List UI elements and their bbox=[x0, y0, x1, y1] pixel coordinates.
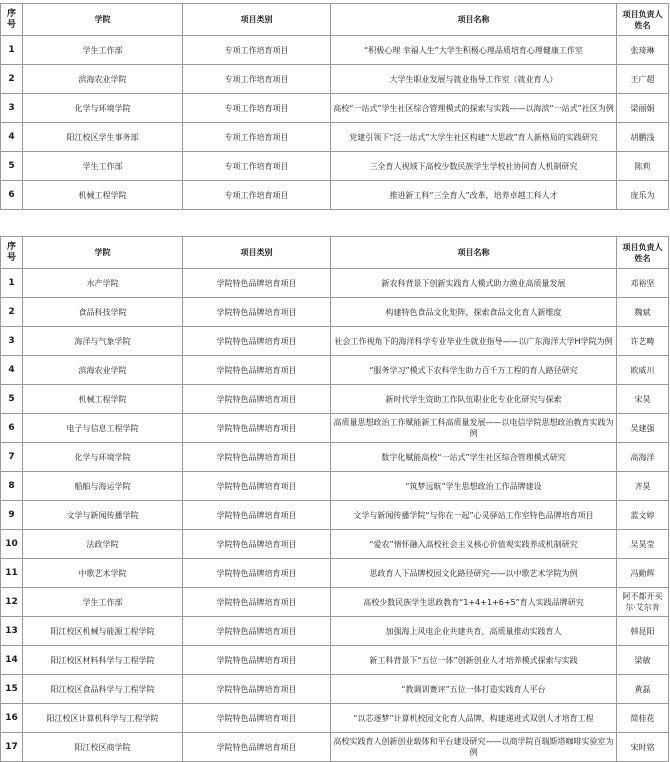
cell-college: 机械工程学院 bbox=[23, 181, 183, 210]
table-row bbox=[1, 646, 669, 675]
cell-project-name: “服务学习”模式下农科学生助力百千万工程的育人路径研究 bbox=[331, 356, 617, 385]
cell-project-name: “教调训赛评”五位一体打造实践育人平台 bbox=[331, 675, 617, 704]
cell-project-name: 数字化赋能高校“一站式”学生社区综合管理模式研究 bbox=[331, 443, 617, 472]
cell-project-name: 党建引领下“泛一站式”大学生社区构建“大思政”育人新格局的实践研究 bbox=[331, 123, 617, 152]
cell-leader: 欧威川 bbox=[617, 356, 669, 385]
table-row bbox=[1, 675, 669, 704]
cell-college: 食品科技学院 bbox=[23, 298, 183, 327]
cell-category: 学院特色品牌培育项目 bbox=[183, 675, 331, 704]
cell-category: 学院特色品牌培育项目 bbox=[183, 472, 331, 501]
cell-leader: 宋时铭 bbox=[617, 733, 669, 762]
cell-category: 学院特色品牌培育项目 bbox=[183, 356, 331, 385]
cell-category: 专项工作培育项目 bbox=[183, 36, 331, 65]
cell-index: 2 bbox=[1, 65, 23, 94]
cell-project-name: “积极心理 幸福人生”大学生积极心理品质培育心理健康工作室 bbox=[331, 36, 617, 65]
table-header-row bbox=[1, 237, 669, 269]
table-row bbox=[1, 327, 669, 356]
table-row bbox=[1, 385, 669, 414]
cell-leader: 简桂花 bbox=[617, 704, 669, 733]
cell-college: 滨海农业学院 bbox=[23, 65, 183, 94]
table-row bbox=[1, 704, 669, 733]
cell-college: 化学与环境学院 bbox=[23, 443, 183, 472]
cell-category: 学院特色品牌培育项目 bbox=[183, 501, 331, 530]
cell-college: 学生工作部 bbox=[23, 588, 183, 617]
cell-project-name: 文学与新闻传播学院“与你在一起”心灵驿站工作室特色品牌培育项目 bbox=[331, 501, 617, 530]
table-row bbox=[1, 65, 669, 94]
cell-leader: 邓裕坚 bbox=[617, 269, 669, 298]
table-body bbox=[1, 269, 669, 762]
header-project-name: 项目名称 bbox=[331, 237, 617, 269]
cell-college: 学生工作部 bbox=[23, 36, 183, 65]
cell-category: 专项工作培育项目 bbox=[183, 94, 331, 123]
cell-leader: 王广超 bbox=[617, 65, 669, 94]
table-row bbox=[1, 356, 669, 385]
cell-college: 海洋与气象学院 bbox=[23, 327, 183, 356]
cell-college: 学生工作部 bbox=[23, 152, 183, 181]
cell-index: 8 bbox=[1, 472, 23, 501]
cell-leader: 胡鹏浅 bbox=[617, 123, 669, 152]
table-row bbox=[1, 530, 669, 559]
cell-project-name: 推进新工科“三全育人”改革，培养卓越工科人才 bbox=[331, 181, 617, 210]
cell-college: 阳江校区机械与能源工程学院 bbox=[23, 617, 183, 646]
cell-index: 17 bbox=[1, 733, 23, 762]
cell-index: 1 bbox=[1, 269, 23, 298]
cell-index: 14 bbox=[1, 646, 23, 675]
cell-leader: 梁敏 bbox=[617, 646, 669, 675]
cell-project-name: 新农科背景下创新实践育人模式助力渔业高质量发展 bbox=[331, 269, 617, 298]
cell-index: 7 bbox=[1, 443, 23, 472]
cell-category: 学院特色品牌培育项目 bbox=[183, 588, 331, 617]
cell-index: 12 bbox=[1, 588, 23, 617]
cell-index: 13 bbox=[1, 617, 23, 646]
cell-category: 专项工作培育项目 bbox=[183, 123, 331, 152]
cell-leader: 梁丽娟 bbox=[617, 94, 669, 123]
cell-category: 学院特色品牌培育项目 bbox=[183, 617, 331, 646]
header-college: 学院 bbox=[23, 237, 183, 269]
cell-category: 学院特色品牌培育项目 bbox=[183, 385, 331, 414]
cell-category: 学院特色品牌培育项目 bbox=[183, 327, 331, 356]
cell-project-name: 高质量思想政治工作赋能新工科高质量发展——以电信学院思想政治教育实践为例 bbox=[331, 414, 617, 443]
header-project-name: 项目名称 bbox=[331, 4, 617, 36]
header-category: 项目类别 bbox=[183, 237, 331, 269]
table-row bbox=[1, 501, 669, 530]
cell-project-name: 新工科背景下“五位一体”创新创业人才培养模式探索与实践 bbox=[331, 646, 617, 675]
cell-index: 16 bbox=[1, 704, 23, 733]
cell-project-name: 思政育人下品牌校园文化路径研究——以中歌艺术学院为例 bbox=[331, 559, 617, 588]
header-college: 学院 bbox=[23, 4, 183, 36]
cell-leader: 张琦琳 bbox=[617, 36, 669, 65]
cell-category: 学院特色品牌培育项目 bbox=[183, 443, 331, 472]
cell-category: 学院特色品牌培育项目 bbox=[183, 646, 331, 675]
cell-college: 阳江校区商学院 bbox=[23, 733, 183, 762]
table-gap bbox=[0, 210, 670, 236]
cell-category: 学院特色品牌培育项目 bbox=[183, 704, 331, 733]
cell-index: 5 bbox=[1, 152, 23, 181]
cell-category: 学院特色品牌培育项目 bbox=[183, 414, 331, 443]
cell-index: 2 bbox=[1, 298, 23, 327]
cell-college: 化学与环境学院 bbox=[23, 94, 183, 123]
header-leader: 项目负责人姓名 bbox=[617, 237, 669, 269]
cell-college: 文学与新闻传播学院 bbox=[23, 501, 183, 530]
cell-project-name: 社会工作视角下的海洋科学专业毕业生就业指导——以广东海洋大学H学院为例 bbox=[331, 327, 617, 356]
table-body bbox=[1, 36, 669, 210]
project-table-college bbox=[0, 236, 669, 762]
cell-leader: 庞乐为 bbox=[617, 181, 669, 210]
cell-leader: 蓝文婷 bbox=[617, 501, 669, 530]
cell-index: 9 bbox=[1, 501, 23, 530]
cell-leader: 宋昊 bbox=[617, 385, 669, 414]
cell-index: 3 bbox=[1, 327, 23, 356]
table-row bbox=[1, 733, 669, 762]
cell-index: 11 bbox=[1, 559, 23, 588]
cell-project-name: “筑梦远航”学生思想政治工作品牌建设 bbox=[331, 472, 617, 501]
cell-college: 水产学院 bbox=[23, 269, 183, 298]
cell-college: 船舶与海运学院 bbox=[23, 472, 183, 501]
cell-project-name: 高校少数民族学生思政教育“1+4+1+6+5”育人实践品牌研究 bbox=[331, 588, 617, 617]
cell-leader: 黄磊 bbox=[617, 675, 669, 704]
table-row bbox=[1, 559, 669, 588]
cell-category: 学院特色品牌培育项目 bbox=[183, 298, 331, 327]
cell-college: 滨海农业学院 bbox=[23, 356, 183, 385]
cell-category: 学院特色品牌培育项目 bbox=[183, 530, 331, 559]
cell-project-name: “爱农”情怀融入高校社会主义核心价值观实践养成机制研究 bbox=[331, 530, 617, 559]
table-row bbox=[1, 414, 669, 443]
table-header-row bbox=[1, 4, 669, 36]
cell-college: 法政学院 bbox=[23, 530, 183, 559]
table-row bbox=[1, 443, 669, 472]
header-index: 序号 bbox=[1, 4, 23, 36]
table-row bbox=[1, 36, 669, 65]
cell-leader: 冯勤辉 bbox=[617, 559, 669, 588]
project-table-special bbox=[0, 3, 669, 210]
cell-project-name: 新时代学生资助工作队伍职业化专业化研究与探索 bbox=[331, 385, 617, 414]
cell-project-name: 高校实践育人创新创业载体和平台建设研究——以商学院百瑞斯塔咖啡实验室为例 bbox=[331, 733, 617, 762]
cell-category: 专项工作培育项目 bbox=[183, 152, 331, 181]
cell-category: 专项工作培育项目 bbox=[183, 65, 331, 94]
cell-index: 1 bbox=[1, 36, 23, 65]
table-row bbox=[1, 298, 669, 327]
table-row bbox=[1, 181, 669, 210]
cell-leader: 高海洋 bbox=[617, 443, 669, 472]
cell-leader: 魏斌 bbox=[617, 298, 669, 327]
cell-project-name: 加强海上风电企业共建共育，高质量推动实践育人 bbox=[331, 617, 617, 646]
cell-category: 学院特色品牌培育项目 bbox=[183, 733, 331, 762]
cell-index: 5 bbox=[1, 385, 23, 414]
cell-leader: 许艺畴 bbox=[617, 327, 669, 356]
cell-leader: 吴昊莹 bbox=[617, 530, 669, 559]
header-category: 项目类别 bbox=[183, 4, 331, 36]
cell-project-name: 三全育人视域下高校少数民族学生学校社协同育人机制研究 bbox=[331, 152, 617, 181]
cell-leader: 阿不都开买尔·艾尔肯 bbox=[617, 588, 669, 617]
table-row bbox=[1, 123, 669, 152]
cell-college: 阳江校区食品科学与工程学院 bbox=[23, 675, 183, 704]
table-row bbox=[1, 472, 669, 501]
cell-category: 专项工作培育项目 bbox=[183, 181, 331, 210]
header-leader: 项目负责人姓名 bbox=[617, 4, 669, 36]
cell-project-name: 构建特色食品文化矩阵，探索食品文化育人新维度 bbox=[331, 298, 617, 327]
cell-project-name: 大学生职业发展与就业指导工作室（就业育人） bbox=[331, 65, 617, 94]
table-row bbox=[1, 152, 669, 181]
table-row bbox=[1, 94, 669, 123]
cell-index: 6 bbox=[1, 414, 23, 443]
cell-category: 学院特色品牌培育项目 bbox=[183, 269, 331, 298]
cell-college: 电子与信息工程学院 bbox=[23, 414, 183, 443]
cell-index: 15 bbox=[1, 675, 23, 704]
table-row bbox=[1, 617, 669, 646]
cell-college: 机械工程学院 bbox=[23, 385, 183, 414]
table-row bbox=[1, 269, 669, 298]
cell-college: 阳江校区材料科学与工程学院 bbox=[23, 646, 183, 675]
cell-project-name: “以芯逐梦”计算机校园文化育人品牌，构建递进式双创人才培育工程 bbox=[331, 704, 617, 733]
cell-leader: 齐昊 bbox=[617, 472, 669, 501]
cell-index: 6 bbox=[1, 181, 23, 210]
cell-index: 3 bbox=[1, 94, 23, 123]
cell-leader: 韩昆阳 bbox=[617, 617, 669, 646]
cell-leader: 吴建强 bbox=[617, 414, 669, 443]
cell-leader: 陈莉 bbox=[617, 152, 669, 181]
cell-index: 10 bbox=[1, 530, 23, 559]
cell-project-name: 高校“一站式”学生社区综合管理模式的探索与实践——以海滨“一站式”社区为例 bbox=[331, 94, 617, 123]
cell-college: 阳江校区学生事务部 bbox=[23, 123, 183, 152]
table-row bbox=[1, 588, 669, 617]
cell-college: 中歌艺术学院 bbox=[23, 559, 183, 588]
cell-index: 4 bbox=[1, 123, 23, 152]
header-index: 序号 bbox=[1, 237, 23, 269]
cell-college: 阳江校区计算机科学与工程学院 bbox=[23, 704, 183, 733]
cell-category: 学院特色品牌培育项目 bbox=[183, 559, 331, 588]
cell-index: 4 bbox=[1, 356, 23, 385]
